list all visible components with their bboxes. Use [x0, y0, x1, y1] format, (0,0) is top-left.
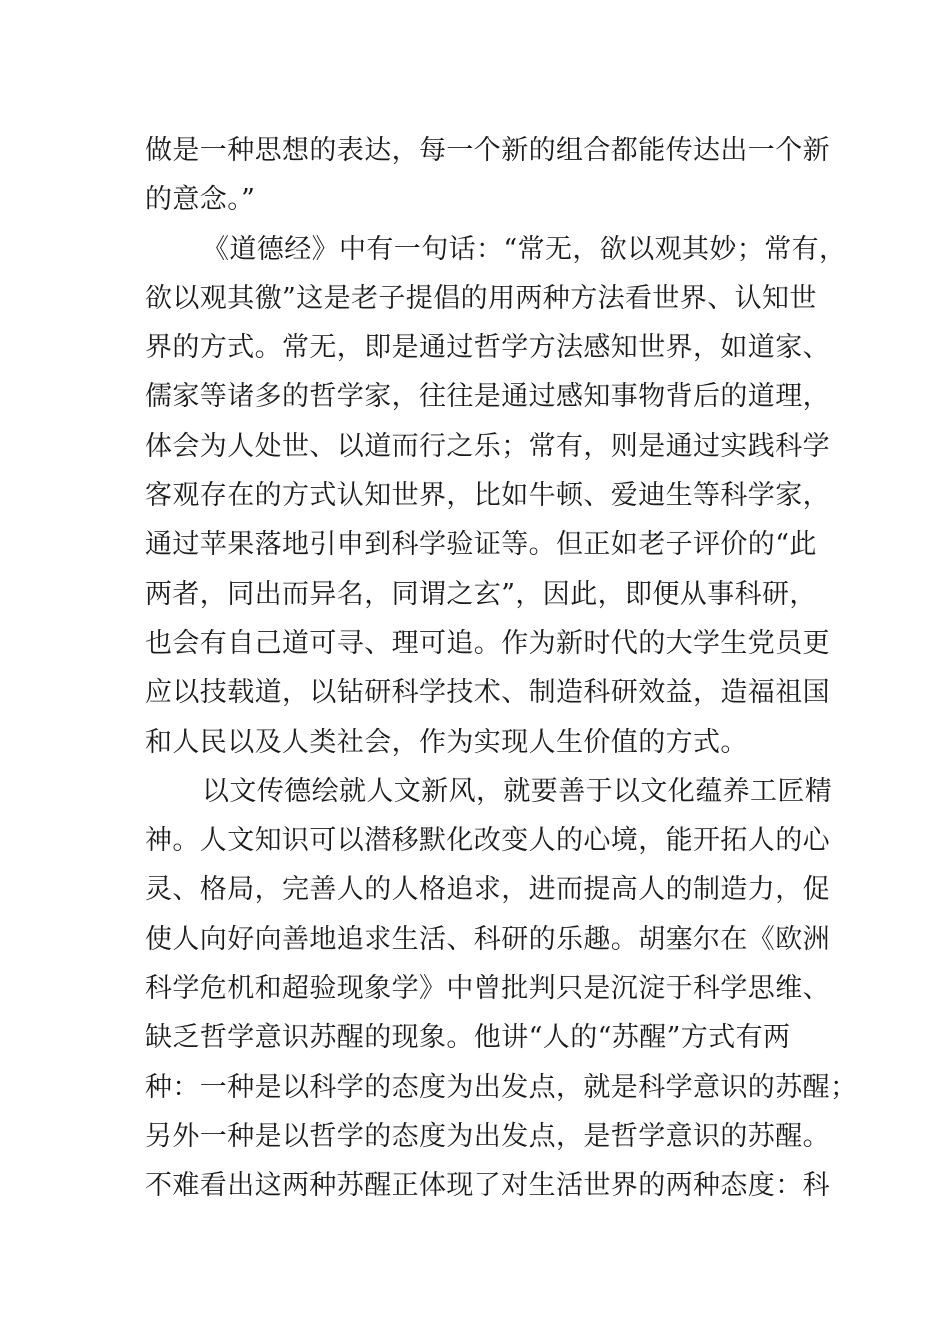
- text-line: 体会为人处世、以道而行之乐；常有，则是通过实践科学: [145, 430, 830, 462]
- body-text: [145, 126, 858, 1211]
- text-line: 两者，同出而异名，同谓之玄”，因此，即便从事科研，: [145, 578, 817, 610]
- text-line: 界的方式。常无，即是通过哲学方法感知世界，如道家、: [145, 332, 830, 364]
- text-line: 不难看出这两种苏醒正体现了对生活世界的两种态度：科: [145, 1170, 830, 1202]
- text-line: 欲以观其徼”这是老子提倡的用两种方法看世界、认知世: [145, 282, 817, 314]
- text-line: 缺乏哲学意识苏醒的现象。他讲“人的“苏醒”方式有两: [145, 1022, 791, 1054]
- text-line: 种：一种是以科学的态度为出发点，就是科学意识的苏醒；: [145, 1071, 858, 1103]
- text-line: 应以技载道，以钻研科学技术、制造科研效益，造福祖国: [145, 677, 830, 709]
- text-line: 和人民以及人类社会，作为实现人生价值的方式。: [145, 726, 748, 758]
- text-line: 灵、格局，完善人的人格追求，进而提高人的制造力，促: [145, 874, 830, 906]
- text-line: 科学危机和超验现象学》中曾批判只是沉淀于科学思维、: [145, 973, 830, 1005]
- text-line: 以文传德绘就人文新风，就要善于以文化蕴养工匠精: [202, 775, 833, 807]
- text-line: 《道德经》中有一句话：“常无，欲以观其妙；常有，: [202, 233, 847, 265]
- text-line: 另外一种是以哲学的态度为出发点，是哲学意识的苏醒。: [145, 1120, 830, 1152]
- text-line: 通过苹果落地引申到科学验证等。但正如老子评价的“此: [145, 529, 817, 561]
- text-line: 神。人文知识可以潜移默化改变人的心境，能开拓人的心: [145, 825, 830, 857]
- text-line: 做是一种思想的表达，每一个新的组合都能传达出一个新: [145, 135, 830, 166]
- text-line: 儒家等诸多的哲学家，往往是通过感知事物背后的道理，: [145, 381, 830, 413]
- text-line: 客观存在的方式认知世界，比如牛顿、爱迪生等科学家，: [145, 480, 830, 512]
- text-line: 也会有自己道可寻、理可追。作为新时代的大学生党员更: [145, 627, 830, 659]
- text-line: 使人向好向善地追求生活、科研的乐趣。胡塞尔在《欧洲: [145, 923, 830, 955]
- text-line: 的意念。”: [145, 184, 256, 216]
